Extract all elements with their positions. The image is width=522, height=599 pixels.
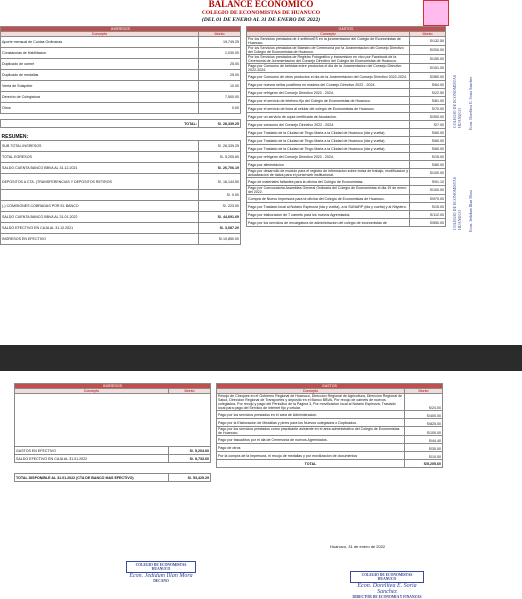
section-header: GASTOS bbox=[217, 384, 443, 389]
table-row bbox=[1, 163, 241, 174]
table-row bbox=[1, 70, 241, 81]
monto-cell: S/. 0.00 bbox=[199, 190, 241, 201]
concepto-cell: SUB TOTAL INGRESOS bbox=[1, 141, 199, 152]
table-row bbox=[247, 129, 446, 137]
ingresos-table-2 bbox=[14, 383, 211, 482]
total-value: S/. 28,339.25 bbox=[199, 120, 241, 128]
concepto-cell: SALDO CUENTA BANCO BBVA AL 31.12.2021 bbox=[1, 163, 199, 174]
concepto-cell: Pago por elaboracion de 7 carnets para los nuevos Agremiados. bbox=[247, 211, 410, 219]
concepto-cell: Venta de Solapeter bbox=[1, 81, 199, 92]
table-row bbox=[247, 203, 446, 211]
concepto-cell: DEPOSITOS A CTA. (TRANSFERENCIAS Y DEPOSITOS RETIROS bbox=[1, 174, 199, 190]
concepto-cell: Pago por la Elaboracion de Medallas y pines para los Nuevos colegiados o Duplicados. bbox=[217, 419, 405, 427]
concepto-cell: Duplicado de carnet bbox=[1, 59, 199, 70]
table-row bbox=[247, 113, 446, 121]
total-value: S/5,205.60 bbox=[405, 460, 443, 468]
dean-stamp bbox=[126, 561, 196, 583]
document-period: (DEL 01 DE ENERO AL 31 DE ENERO DE 2022) bbox=[201, 17, 321, 23]
dean-stamp-org: COLEGIO DE ECONOMISTAS HUANUCO bbox=[126, 561, 196, 573]
table-row bbox=[247, 73, 446, 81]
monto-cell: S/70.00 bbox=[410, 105, 446, 113]
vertical-stamp-2: Econ. Dorelitea E. Soria Sanchez bbox=[468, 76, 473, 130]
table-row bbox=[247, 169, 446, 178]
table-row bbox=[217, 436, 443, 444]
monto-header: Monto bbox=[169, 389, 211, 394]
concepto-cell: Pago por Convocatoria Asamblea General Ordinaria del Colegio de Economistas el dia 19 de enero del 2022. bbox=[247, 186, 410, 195]
concepto-cell: Por los Servicios prestados de 4 snfitrionES en la juramentacion del Colegio de Economistas de Huanuco. bbox=[247, 37, 410, 46]
table-row bbox=[1, 201, 241, 212]
monto-cell: S/60.00 bbox=[410, 129, 446, 137]
table-row bbox=[1, 48, 241, 59]
spacer-row bbox=[15, 463, 211, 474]
table-row bbox=[1, 234, 241, 245]
table-row bbox=[1, 81, 241, 92]
vertical-stamp-4: Econ. Jedidum Illan Mora bbox=[468, 190, 473, 232]
ingresos-table bbox=[0, 26, 241, 245]
table-row bbox=[15, 447, 211, 455]
finance-stamp-org: COLEGIO DE ECONOMISTAS HUANUCO bbox=[350, 571, 424, 583]
concepto-cell bbox=[1, 190, 199, 201]
table-row bbox=[247, 145, 446, 153]
table-row bbox=[217, 419, 443, 427]
monto-header: Monto bbox=[199, 32, 241, 37]
table-row bbox=[1, 59, 241, 70]
table-row bbox=[247, 97, 446, 105]
monto-cell: S/91.10 bbox=[410, 178, 446, 186]
table-row bbox=[247, 161, 446, 169]
table-row bbox=[247, 186, 446, 195]
table-row bbox=[217, 411, 443, 419]
concepto-cell: Constancias de Habilitacion bbox=[1, 48, 199, 59]
monto-cell: S/60.00 bbox=[410, 145, 446, 153]
monto-cell: S/. 3,087.20 bbox=[199, 223, 241, 234]
monto-cell: S/. 223.00 bbox=[199, 201, 241, 212]
document-subtitle: COLEGIO DE ECONOMISTAS DE HUANUCO bbox=[201, 10, 321, 16]
table-row bbox=[247, 219, 446, 227]
total-row bbox=[217, 460, 443, 468]
monto-cell: S/10.00 bbox=[405, 452, 443, 460]
section-header: INGRESOS bbox=[1, 27, 241, 32]
concepto-cell: Pago por desarrollo de modulo para el registro de informacion sobre bolsa de trabajo, modificacion y actualizacion de datos para el portal web institucional. bbox=[248, 169, 409, 177]
concepto-cell: Pago de materiales faltantes para la oficina del Colegio de Economistas. bbox=[247, 178, 410, 186]
concepto-cell: Aporte mensual de Cuotas Ordinarias bbox=[1, 37, 199, 48]
concepto-cell: Pago de otros bbox=[217, 444, 405, 452]
table-row bbox=[1, 212, 241, 223]
monto-cell: 25.00 bbox=[199, 59, 241, 70]
concepto-cell: Pago por el servicio de telefono fijo del Colegio de Economistas de Huanuco. bbox=[247, 97, 410, 105]
concepto-cell: SALDO CUENTA BANCO BBVA AL 31.01.2022 bbox=[1, 212, 199, 223]
concepto-cell: SALDO EFECTIVO EN CAJA AL 31.12.2021 bbox=[1, 223, 199, 234]
page-separator bbox=[0, 345, 522, 371]
monto-cell: 7,500.00 bbox=[199, 92, 241, 103]
concepto-header: Concepto bbox=[247, 32, 410, 37]
concepto-cell: Duplicado de medallas bbox=[1, 70, 199, 81]
finance-role: DIRECTOR DE ECONOMIA Y FINANZAS bbox=[352, 595, 422, 599]
monto-header: Monto bbox=[405, 389, 443, 394]
concepto-header: Concepto bbox=[1, 32, 199, 37]
concepto-cell: SALDO EFECTIVO EN CAJA AL 31.01.2022 bbox=[15, 455, 169, 463]
finance-director-stamp bbox=[350, 571, 424, 599]
document-title: BALANCE ECONOMICO bbox=[208, 0, 314, 9]
total-label: TOTAL bbox=[217, 460, 405, 468]
total-row bbox=[1, 120, 241, 128]
table-row bbox=[1, 141, 241, 152]
concepto-cell: Pago por Consumo de bebidas entre productos el dia de la Juramentacion del Consejo Directivo 2022-2024. bbox=[247, 64, 410, 73]
monto-cell: S/100.00 bbox=[410, 186, 446, 195]
concepto-cell: Otros bbox=[1, 103, 199, 114]
table-row bbox=[247, 121, 446, 129]
table-row bbox=[1, 190, 241, 201]
dean-role: DECANO bbox=[153, 579, 169, 583]
monto-cell: S/60.00 bbox=[410, 137, 446, 145]
monto-cell: S/. 16,144.50 bbox=[199, 174, 241, 190]
monto-cell: S/22.50 bbox=[410, 89, 446, 97]
monto-cell: S/30.00 bbox=[405, 444, 443, 452]
table-row bbox=[1, 152, 241, 163]
table-row bbox=[217, 444, 443, 452]
monto-cell: S/151.00 bbox=[410, 64, 446, 73]
concepto-cell: Pago por consumo del Consejo Directivo 2022 - 2024. bbox=[247, 121, 410, 129]
table-row bbox=[1, 92, 241, 103]
concepto-cell: INGRESOS EN EFECTIVO bbox=[1, 234, 199, 245]
section-header: INGRESOS bbox=[15, 384, 211, 389]
concepto-cell: Recojo de Cheques en el Gobierno Regional de Huanuco, Direccion Regional de Agricultura, Direccion Regional de Salud, Direccion Regional de Transportes y deposito en el Banco BBVA, Por recojo de carnets de nuevos colegiados, Por recojo y pago del Periodico de la Pagina 3, Por movilizacion local al Notario Espinoza, Traslado local para pago del Servicio de internet fijo y celular. bbox=[217, 394, 405, 411]
concepto-cell: Pago por Traslado de la Ciudad de Tingo Maria a la Ciudad de Huanuco (ida y vuelta). bbox=[247, 145, 410, 153]
monto-cell: S/15.00 bbox=[410, 203, 446, 211]
monto-cell: S/. 26,706.19 bbox=[199, 163, 241, 174]
gastos-table-2 bbox=[216, 383, 443, 468]
concepto-cell: Pago por fascaditos por el dia de Ceremonia de nuevos Agremiados. bbox=[217, 436, 405, 444]
dean-signature: Econ. Jedidum Illan Mora bbox=[129, 573, 193, 579]
monto-cell: S/80.00 bbox=[410, 161, 446, 169]
resumen-row bbox=[1, 133, 241, 141]
monto-cell: S/. 8,733.60 bbox=[169, 455, 211, 463]
table-row bbox=[1, 174, 241, 190]
concepto-header: Concepto bbox=[15, 389, 169, 394]
monto-cell: S/112.00 bbox=[410, 211, 446, 219]
concepto-cell: Pago por Traslado de la Ciudad de Tingo Maria a la Ciudad de Huanuco (ida y vuelta). bbox=[247, 129, 410, 137]
table-row bbox=[217, 427, 443, 436]
table-row bbox=[1, 37, 241, 48]
concepto-cell: Pago por Traslado de la Ciudad de Tingo Maria a la Ciudad de Huanuco (ida y vuelta). bbox=[247, 137, 410, 145]
concepto-cell: Por los Servicios prestados de Maestro de Ceremonia por la Juramentacion del Consejo Directivo del Colegio de Economistas de Huanuco. bbox=[247, 46, 410, 55]
date-line: Huanuco, 31 de enero de 2022 bbox=[330, 544, 386, 549]
concepto-cell: Pago por refrigerio del Consejo Directivo 2022 - 2024. bbox=[247, 153, 410, 161]
monto-cell: S/100.00 bbox=[410, 169, 446, 178]
finance-signature: Econ. Dorelitea E. Soria Sanchez bbox=[357, 583, 417, 595]
vertical-stamp-1: COLEGIO DE ECONOMISTAS HUANUCO bbox=[452, 74, 462, 128]
resumen-label: RESUMEN: bbox=[1, 133, 29, 140]
concepto-cell: Pago por Traslado local al Notario Espinoza (ida y vuelta), a la SUNARP (ida y vuelta) y al Nitydero. bbox=[247, 203, 410, 211]
monto-cell: S/. 44,691.69 bbox=[199, 212, 241, 223]
monto-cell: S/. 5,204.60 bbox=[169, 447, 211, 455]
table-row bbox=[247, 81, 446, 89]
monto-cell: S/7.00 bbox=[410, 121, 446, 129]
concepto-cell: Pago por refrigerio del Consejo Directivo 2022 - 2024. bbox=[247, 89, 410, 97]
monto-cell: S/44.40 bbox=[405, 436, 443, 444]
monto-cell: 0.00 bbox=[199, 103, 241, 114]
gastos-table bbox=[246, 26, 446, 227]
concepto-cell: Compra de Nuevo Impresora para la oficina del Colegio de Economistas de Huanuco. bbox=[247, 195, 410, 203]
monto-cell: S/150.00 bbox=[410, 55, 446, 64]
table-row bbox=[247, 89, 446, 97]
monto-cell: S/64.00 bbox=[410, 81, 446, 89]
monto-cell: S/132.50 bbox=[410, 37, 446, 46]
monto-cell: S/400.00 bbox=[405, 411, 443, 419]
monto-cell: 25.00 bbox=[199, 70, 241, 81]
concepto-cell: Pago por alimentacion bbox=[247, 161, 410, 169]
disponible-value: S/. 53,425.29 bbox=[169, 474, 211, 482]
disponible-label: TOTAL DISPONIBLE AL 31.01.2022 (CTA DE BANCO MAS EFECTIVO) bbox=[15, 474, 169, 482]
monto-cell: S/. 5,205.60 bbox=[199, 152, 241, 163]
concepto-cell: Por los Servicios prestados de Registro Fotografico y transmision en vivo por Facebook de la Ceremonia de Juramentacion del Consejo Directivo del Colegio de Economistas de Huanuco. bbox=[247, 55, 410, 64]
table-row bbox=[217, 394, 443, 411]
college-seal-icon bbox=[423, 0, 449, 26]
monto-cell: S/200.00 bbox=[410, 46, 446, 55]
concepto-cell: Pago por nuevos sellos postfirma en madera del Consejo Directivo 2022 - 2024. bbox=[247, 81, 410, 89]
table-row bbox=[247, 46, 446, 55]
balance-sheet-page-2 bbox=[0, 371, 522, 599]
vertical-stamp-3: COLEGIO DE ECONOMISTAS HUANUCO bbox=[452, 176, 462, 230]
total-label: TOTAL: bbox=[1, 120, 199, 128]
table-row bbox=[1, 103, 241, 114]
table-row bbox=[247, 178, 446, 186]
table-row bbox=[247, 153, 446, 161]
concepto-cell: Pago por Consumo de otros productos el dia de la Juramentacion del Consejo Directivo 2022-2024. bbox=[247, 73, 410, 81]
concepto-cell: Pago por un servicio de copia certificada de Asociacion. bbox=[247, 113, 410, 121]
table-row bbox=[247, 105, 446, 113]
concepto-cell: Derecho de Colegiatura bbox=[1, 92, 199, 103]
monto-cell: S/. 28,339.25 bbox=[199, 141, 241, 152]
table-row bbox=[247, 55, 446, 64]
monto-cell: S/81.00 bbox=[410, 97, 446, 105]
section-header: GASTOS bbox=[247, 27, 446, 32]
concepto-header: Concepto bbox=[217, 389, 405, 394]
monto-cell: S/300.00 bbox=[410, 113, 446, 121]
table-row bbox=[247, 195, 446, 203]
concepto-cell: GASTOS EN EFECTIVO bbox=[15, 447, 169, 455]
monto-cell: S/550.00 bbox=[410, 219, 446, 227]
monto-cell: S/15.00 bbox=[410, 153, 446, 161]
concepto-cell: (-) COMISIONES COBRADAS POR EL BANCO bbox=[1, 201, 199, 212]
monto-header: Monto bbox=[410, 32, 446, 37]
monto-cell: 19,749.25 bbox=[199, 37, 241, 48]
table-row bbox=[217, 452, 443, 460]
monto-cell: 1,030.00 bbox=[199, 48, 241, 59]
concepto-cell: Pago por los servicios prestados en el area de Administracion. bbox=[217, 411, 405, 419]
concepto-cell: Pago por el servicio de linea al celular del colegio de Economistas de Huanuco. bbox=[247, 105, 410, 113]
concepto-cell: Pago por los servicios de encargatura de administracion del colegio de economistas de bbox=[247, 219, 410, 227]
monto-cell: S/24.00 bbox=[405, 394, 443, 411]
table-row bbox=[1, 223, 241, 234]
spacer-row bbox=[15, 394, 211, 447]
table-row bbox=[247, 64, 446, 73]
concepto-cell: Pago por los servicios prestados como practicante asistente en el area administrativo del Colegio de Economistas de Huanuco. bbox=[217, 427, 405, 436]
concepto-cell: TOTAL EGRESOS bbox=[1, 152, 199, 163]
monto-cell: S/825.00 bbox=[405, 419, 443, 427]
monto-cell: S/360.00 bbox=[410, 73, 446, 81]
monto-cell: S/.10,850.00 bbox=[199, 234, 241, 245]
table-row bbox=[15, 455, 211, 463]
monto-cell: S/100.00 bbox=[405, 427, 443, 436]
monto-cell: S/970.00 bbox=[410, 195, 446, 203]
disponible-row bbox=[15, 474, 211, 482]
monto-cell: 10.00 bbox=[199, 81, 241, 92]
concepto-cell: Por la compra de la impresora, el recojo de medallas y por movilizacion de documentos bbox=[217, 452, 405, 460]
table-row bbox=[247, 37, 446, 46]
table-row bbox=[247, 137, 446, 145]
table-row bbox=[247, 211, 446, 219]
